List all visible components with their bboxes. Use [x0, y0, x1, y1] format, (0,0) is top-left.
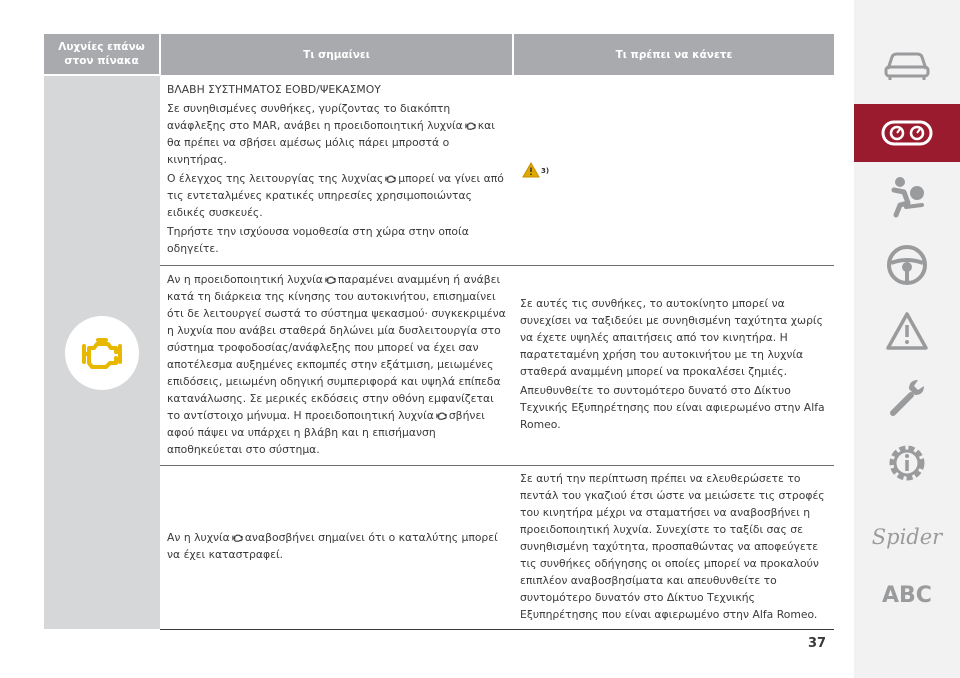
- row1-paragraph: Τηρήστε την ισχύουσα νομοθεσία στη χώρα στην οποία οδηγείτε.: [167, 224, 469, 255]
- engine-lamp-badge: [65, 316, 139, 390]
- airbag-icon: [884, 175, 930, 219]
- table-header-row: [44, 34, 834, 75]
- sidebar-item-technical-data[interactable]: [854, 434, 960, 492]
- car-icon: [882, 47, 932, 83]
- header-action: Τι πρέπει να κάνετε: [513, 34, 834, 75]
- table-row: [44, 465, 834, 629]
- sidebar-item-index[interactable]: [854, 566, 960, 624]
- engine-check-icon: [465, 121, 476, 130]
- sidebar-item-emergency[interactable]: [854, 302, 960, 360]
- dashboard-icon: [880, 118, 934, 148]
- header-meaning: Τι σημαίνει: [160, 34, 513, 75]
- sidebar-item-car[interactable]: [854, 36, 960, 94]
- sidebar-item-spider[interactable]: [854, 508, 960, 566]
- warning-lights-table: [44, 34, 834, 630]
- row1-meaning: [160, 75, 513, 265]
- row2-paragraph: Αν η προειδοποιητική λυχνία παραμένει αναμμένη ή ανάβει κατά τη διάρκεια της κίνησης του αυτοκινήτου, επισημαίνει ότι δε λειτουργεί σωστά το σύστημα ψεκασμού· συγκεκριμένα η λυχνία που ανάβει σταθερά δηλώνει μία δυσλειτουργία στο σύστημα τροφοδοσίας/ανάφλεξης που μπορεί να έχει σαν αποτέλεσμα αυξημένες εκπομπές στην εξάτμιση, μειωμένες επιδόσεις, μειωμένη οδηγική συμπεριφορά και υψηλά επίπεδα κατανάλωσης. Σε μερικές εκδόσεις στην οθόνη εμφανίζεται το αντίστοιχο μήνυμα. Η προειδοποιητική λυχνία σβήνει αφού πάψει να υπάρχει η βλάβη και η επισήμανση αποθηκεύεται στο σύστημα.: [167, 272, 506, 456]
- warning-triangle-icon: [884, 310, 930, 352]
- table-row: [44, 75, 834, 265]
- sidebar-item-maintenance[interactable]: [854, 368, 960, 426]
- engine-check-icon: [78, 336, 126, 370]
- warning-ref-number: 3): [541, 167, 550, 176]
- row2-action: [513, 265, 834, 465]
- engine-check-icon: [436, 411, 447, 420]
- warning-reference: [520, 161, 830, 178]
- wrench-icon: [885, 375, 929, 419]
- row3-meaning: [160, 465, 513, 629]
- row3-paragraph: Αν η λυχνία αναβοσβήνει σημαίνει ότι ο καταλύτης μπορεί να έχει καταστραφεί.: [167, 531, 498, 561]
- table-row: [44, 265, 834, 465]
- row1-action: [513, 75, 834, 265]
- header-lamps: Λυχνίες επάνω στον πίνακα: [44, 34, 160, 75]
- sidebar-item-driving[interactable]: [854, 236, 960, 294]
- row2-action-paragraph: Σε αυτές τις συνθήκες, το αυτοκίνητο μπορεί να συνεχίσει να ταξιδεύει με συνηθισμένη ταχύτητα χωρίς να έχετε υψηλές απαιτήσεις από τον κινητήρα. Η παρατεταμένη χρήση του αυτοκινήτου με τη λυχνία σταθερά αναμμένη μπορεί να προκαλέσει ζημιές.: [520, 297, 823, 378]
- row1-paragraph: Ο έλεγχος της λειτουργίας της λυχνίας μπορεί να γίνει από τις εντεταλμένες κρατικές υπηρεσίες χρησιμοποιώντας ειδικές συσκευές.: [167, 171, 504, 219]
- page-number: 37: [808, 636, 827, 651]
- engine-check-icon: [385, 174, 396, 183]
- abc-index: ABC: [882, 582, 932, 608]
- chapter-sidebar: [854, 0, 960, 678]
- sidebar-item-dashboard[interactable]: [854, 104, 960, 162]
- row2-action-paragraph: Απευθυνθείτε το συντομότερο δυνατό στο Δίκτυο Τεχνικής Εξυπηρέτησης που είναι αφιερωμένο στην Alfa Romeo.: [520, 384, 825, 431]
- steering-wheel-icon: [885, 243, 929, 287]
- lamp-cell: [44, 75, 160, 629]
- row1-paragraph: Σε συνηθισμένες συνθήκες, γυρίζοντας το διακόπτη ανάφλεξης στο MAR, ανάβει η προειδοποιητική λυχνία και θα πρέπει να σβήσει αμέσως μόλις πάρει μπροστά ο κινητήρας.: [167, 101, 495, 166]
- spider-logo: Spider: [871, 525, 943, 549]
- engine-check-icon: [232, 533, 243, 542]
- engine-check-icon: [325, 275, 336, 284]
- info-gear-icon: [885, 441, 929, 485]
- eobd-title: ΒΛΑΒΗ ΣΥΣΤΗΜΑΤΟΣ EOBD/ΨΕΚΑΣΜΟΥ: [167, 82, 381, 96]
- warning-triangle-icon: [522, 162, 540, 178]
- manual-page-content: [44, 34, 834, 630]
- row3-action: [513, 465, 834, 629]
- row3-action-paragraph: Σε αυτή την περίπτωση πρέπει να ελευθερώσετε το πεντάλ του γκαζιού έτσι ώστε να μειώσετε τις στροφές του κινητήρα μέχρι να σταματήσει να αναβοσβήνει η προειδοποιητική λυχνία. Συνεχίστε το ταξίδι σας σε συνηθισμένη ταχύτητα, προσπαθώντας να αποφεύγετε τις συνθήκες οδήγησης οι οποίες μπορεί να προκαλούν επιπλέον αναβοσβησίματα και απευθυνθείτε το συντομότερο δυνατόν στο Δίκτυο Τεχνικής Εξυπηρέτησης που είναι αφιερωμένο στην Alfa Romeo.: [520, 471, 825, 621]
- row2-meaning: [160, 265, 513, 465]
- sidebar-item-safety[interactable]: [854, 168, 960, 226]
